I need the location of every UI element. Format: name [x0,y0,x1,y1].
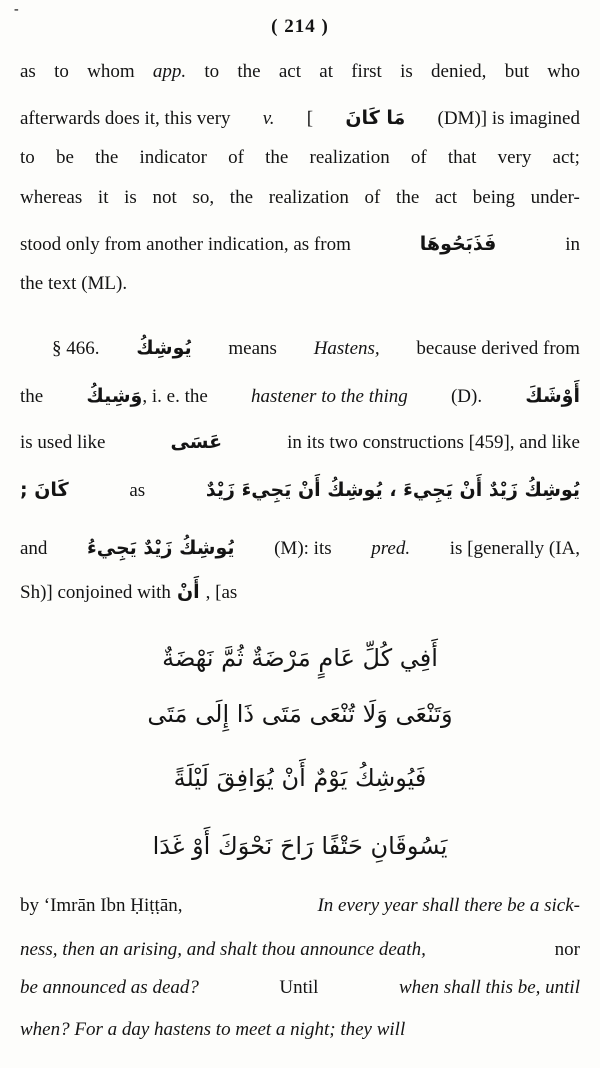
arabic-term: يُوشِكُ [136,337,192,359]
translation-line-1: by ‘Imrān Ibn Ḥiṭṭān, In every year shall there be a sick- [20,895,580,916]
verse-line-2: وَتَنْعَى وَلَا تُنْعَى مَتَى ذَا إِلَى مَتَى [147,700,453,728]
p2-line-1: § 466. يُوشِكُ means Hastens, because derived from [52,337,580,359]
p2-line-4: كَانَ ; as يُوشِكُ زَيْدٌ أَنْ يَجِيءَ ، يُوشِكُ أَنْ يَجِيءَ زَيْدٌ [20,479,580,501]
p2-line-5: and يُوشِكُ زَيْدٌ يَجِيءُ (M): its pred. is [generally (IA, [20,537,580,559]
translation-line-2: ness, then an arising, and shalt thou announce death, nor [20,939,580,960]
p1-line-1: as to whom app. to the act at first is denied, but who [20,61,580,82]
arabic-term: كَانَ ; [20,479,69,501]
page-number: ( 214 ) [271,16,329,37]
p1-line-2: afterwards does it, this very v. [ مَا كَانَ (DM)] is imagined [20,107,580,129]
arabic-term: وَشِيكُ [86,385,143,407]
arabic-term: أَنْ [176,581,200,603]
p1-line-6: the text (ML). [20,273,128,294]
arabic-term: فَذَبَحُوهَا [419,233,497,255]
corner-mark: - [14,2,19,17]
p2-line-6: Sh)] conjoined with أَنْ , [as [20,581,238,603]
verse-line-4: يَسُوقَانِ حَتْفًا رَاحَ نَحْوَكَ أَوْ غَدَا [152,832,448,860]
arabic-examples: يُوشِكُ زَيْدٌ أَنْ يَجِيءَ ، يُوشِكُ أَنْ يَجِيءَ زَيْدٌ [205,479,580,501]
section-number: § 466. [52,338,100,359]
p1-line-5: stood only from another indication, as from فَذَبَحُوهَا in [20,233,580,255]
arabic-term: أَوْشَكَ [525,385,580,407]
translation-line-3: be announced as dead? Until when shall this be, until [20,977,580,998]
arabic-term: مَا كَانَ [345,107,406,129]
p2-line-2: the وَشِيكُ, i. e. the hastener to the thing (D). أَوْشَكَ [20,385,580,407]
verse-line-3: فَيُوشِكُ يَوْمٌ أَنْ يُوَافِقَ لَيْلَةً [173,764,427,792]
arabic-example: يُوشِكُ زَيْدٌ يَجِيءُ [87,537,235,559]
arabic-term: عَسَى [170,431,223,453]
p2-line-3: is used like عَسَى in its two constructions [459], and like [20,431,580,453]
verse-line-1: أَفِي كُلِّ عَامٍ مَرْضَةٌ ثُمَّ نَهْضَةٌ [162,644,438,672]
translation-line-4: when? For a day hastens to meet a night; they will [20,1019,406,1040]
p1-line-3: to be the indicator of the realization of that very act; [20,147,580,168]
p1-line-4: whereas it is not so, the realization of the act being under- [20,187,580,208]
